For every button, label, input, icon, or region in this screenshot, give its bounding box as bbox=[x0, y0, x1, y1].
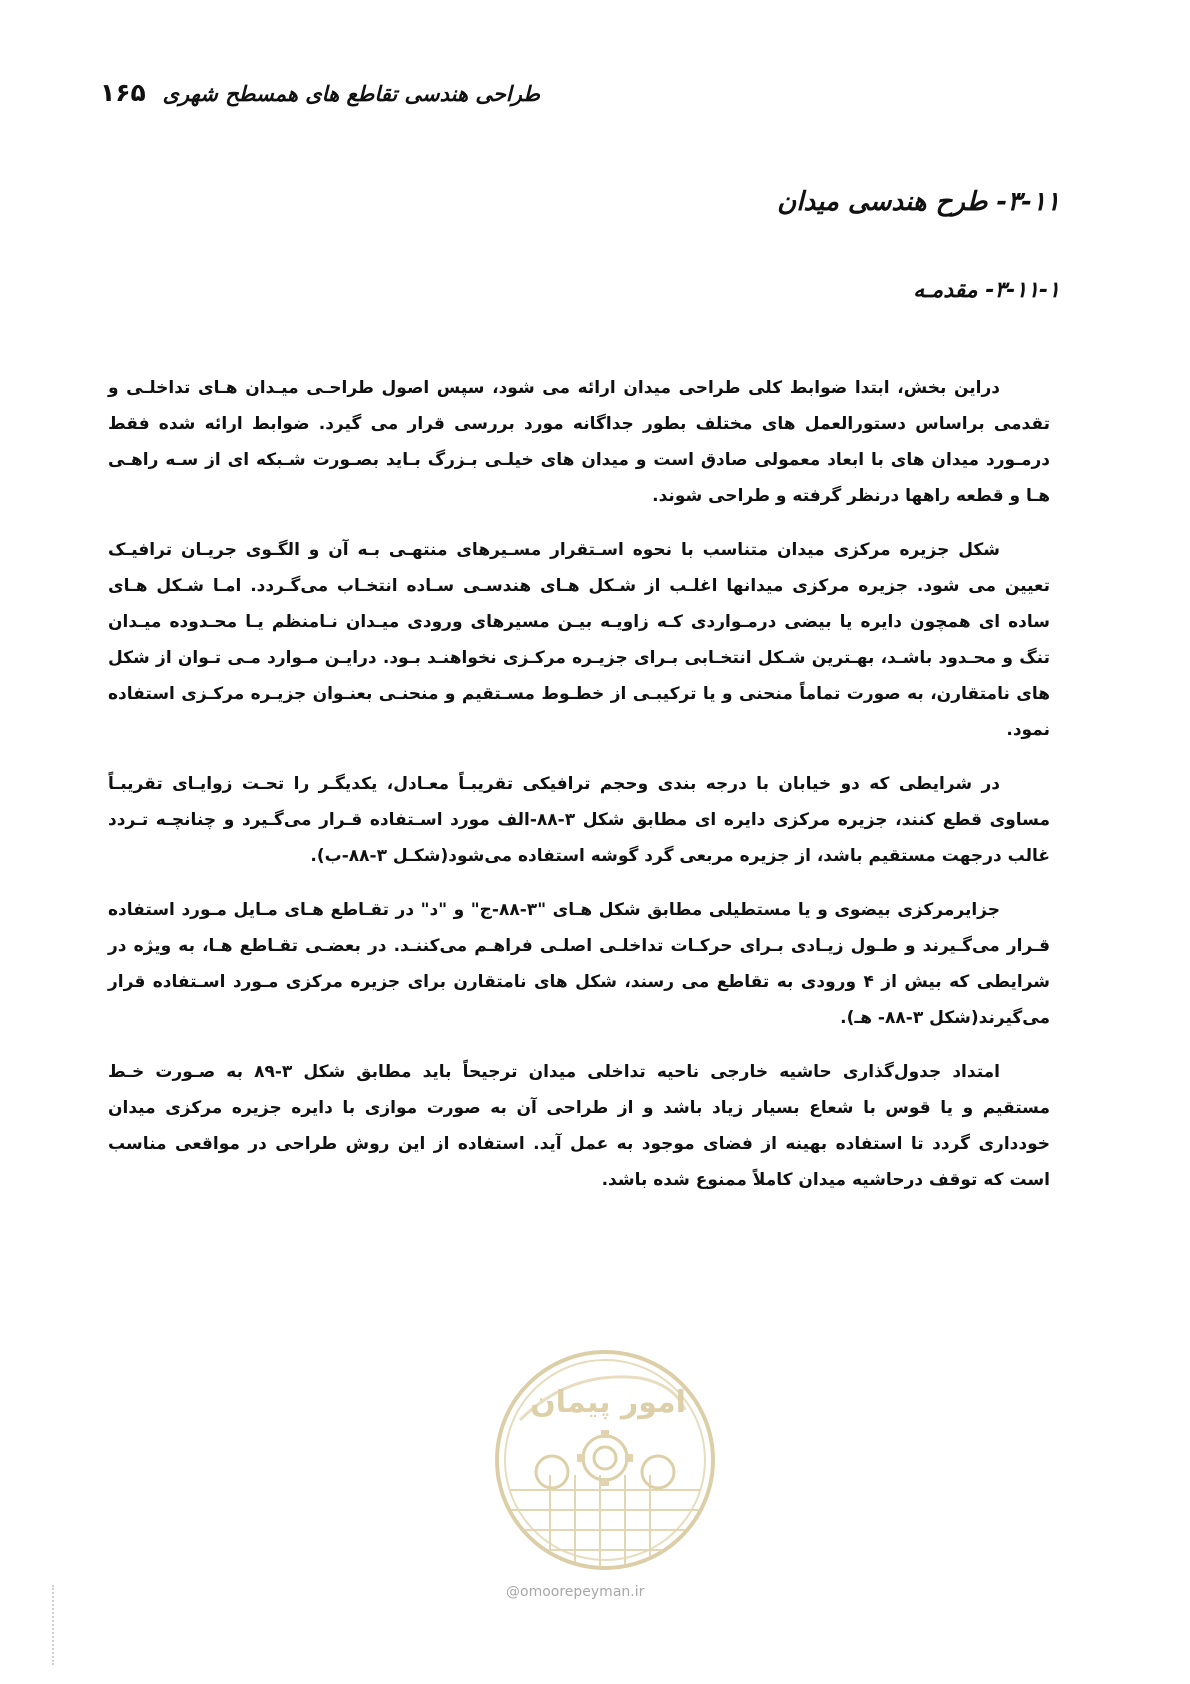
subsection-title: ۳-۱۱-۱- مقدمـه bbox=[913, 278, 1060, 303]
paragraph-2: شکل جزیره مرکزی میدان متناسب با نحوه اسـتقرار مسـیرهای منتهـی بـه آن و الگـوی جریـان ترافیـک تعیین می شود. جزیره مرکزی میدانها اغلـب از شـکل هـای هندسـی سـاده انتخـاب می‌گـردد. امـا شـکل هـای ساده ای همچون دایره یا بیضی درمـواردی کـه زاویـه بیـن مسیرهای ورودی میـدان نـامنظم یـا محـدوده میـدان تنگ و محـدود باشـد، بهـترین شـکل انتخـابی بـرای جزیـره مرکـزی نخواهنـد بـود. درایـن مـوارد مـی تـوان از شکل های نامتقارن، به صورت تماماً منحنی و یا ترکیبـی از خطـوط مسـتقیم و منحنـی بعنـوان جزیـره مرکـزی استفاده نمود. bbox=[108, 540, 1050, 740]
watermark-url: @omoorepeyman.ir bbox=[506, 1584, 645, 1600]
running-header bbox=[100, 78, 540, 118]
paragraph-1: دراین بخش، ابتدا ضوابط کلی طراحی میدان ارائه می شود، سپس اصول طراحـی میـدان هـای تداخلـی و تقدمی براساس دستورالعمل های مختلف بطور جداگانه مورد بررسی قرار می گیرد. ضوابط ارائه شده فقط درمـورد میدان های با ابعاد معمولی صادق است و میدان های خیلـی بـزرگ بـاید بصـورت شـبکه ای از سـه راهـی هـا و قطعه راهها درنظر گرفته و طراحی شوند. bbox=[108, 378, 1050, 506]
margin-dots bbox=[52, 1585, 58, 1665]
paragraph-5: امتداد جدول‌گذاری حاشیه خارجی ناحیه تداخلی میدان ترجیحاً باید مطابق شکل ۳-۸۹ به صـورت خـط مستقیم و یا قوس با شعاع بسیار زیاد باشد و از طراحی آن به صورت موازی با دایره جزیره مرکزی میدان خودداری گردد تا استفاده بهینه از فضای موجود به عمل آید. استفاده از این روش طراحی در مواقعی مناسب است که توقف درحاشیه میدان کاملاً ممنوع شده باشد. bbox=[108, 1062, 1050, 1190]
running-title: طراحی هندسی تقاطع های همسطح شهری bbox=[162, 82, 540, 106]
paragraph-3: در شرایطی که دو خیابان با درجه بندی وحجم ترافیکی تقریبـاً معـادل، یکدیگـر را تحـت زوایـای تقریبـاً مساوی قطع کنند، جزیره مرکزی دایره ای مطابق شکل ۳-۸۸-الف مورد اسـتفاده قـرار می‌گـیرد و چنانچـه تـردد غالب درجهت مستقیم باشد، از جزیره مربعی گرد گوشه استفاده می‌شود(شکـل ۳-۸۸-ب). bbox=[108, 774, 1050, 866]
section-title: ۳-۱۱- طرح هندسی میدان bbox=[777, 187, 1060, 217]
body-text bbox=[108, 370, 1050, 1216]
paragraph-4: جزایرمرکزی بیضوی و یا مستطیلی مطابق شکل هـای "۳-۸۸-ج" و "د" در تقـاطع هـای مـایل مـورد استفاده قـرار می‌گـیرند و طـول زیـادی بـرای حرکـات تداخلـی اصلـی فراهـم می‌کننـد. در بعضـی تقـاطع هـا، به ویژه در شرایطی که بیش از ۴ ورودی به تقاطع می رسند، شکل های نامتقارن برای جزیره مرکزی مـورد اسـتفاده قرار می‌گیرند(شکل ۳-۸۸- هـ). bbox=[108, 900, 1050, 1028]
page-number: ۱۶۵ bbox=[100, 78, 146, 107]
watermark-seal-icon bbox=[490, 1340, 720, 1580]
watermark-logo-text: امور پیمان bbox=[530, 1385, 686, 1420]
watermark-logo bbox=[490, 1340, 720, 1610]
